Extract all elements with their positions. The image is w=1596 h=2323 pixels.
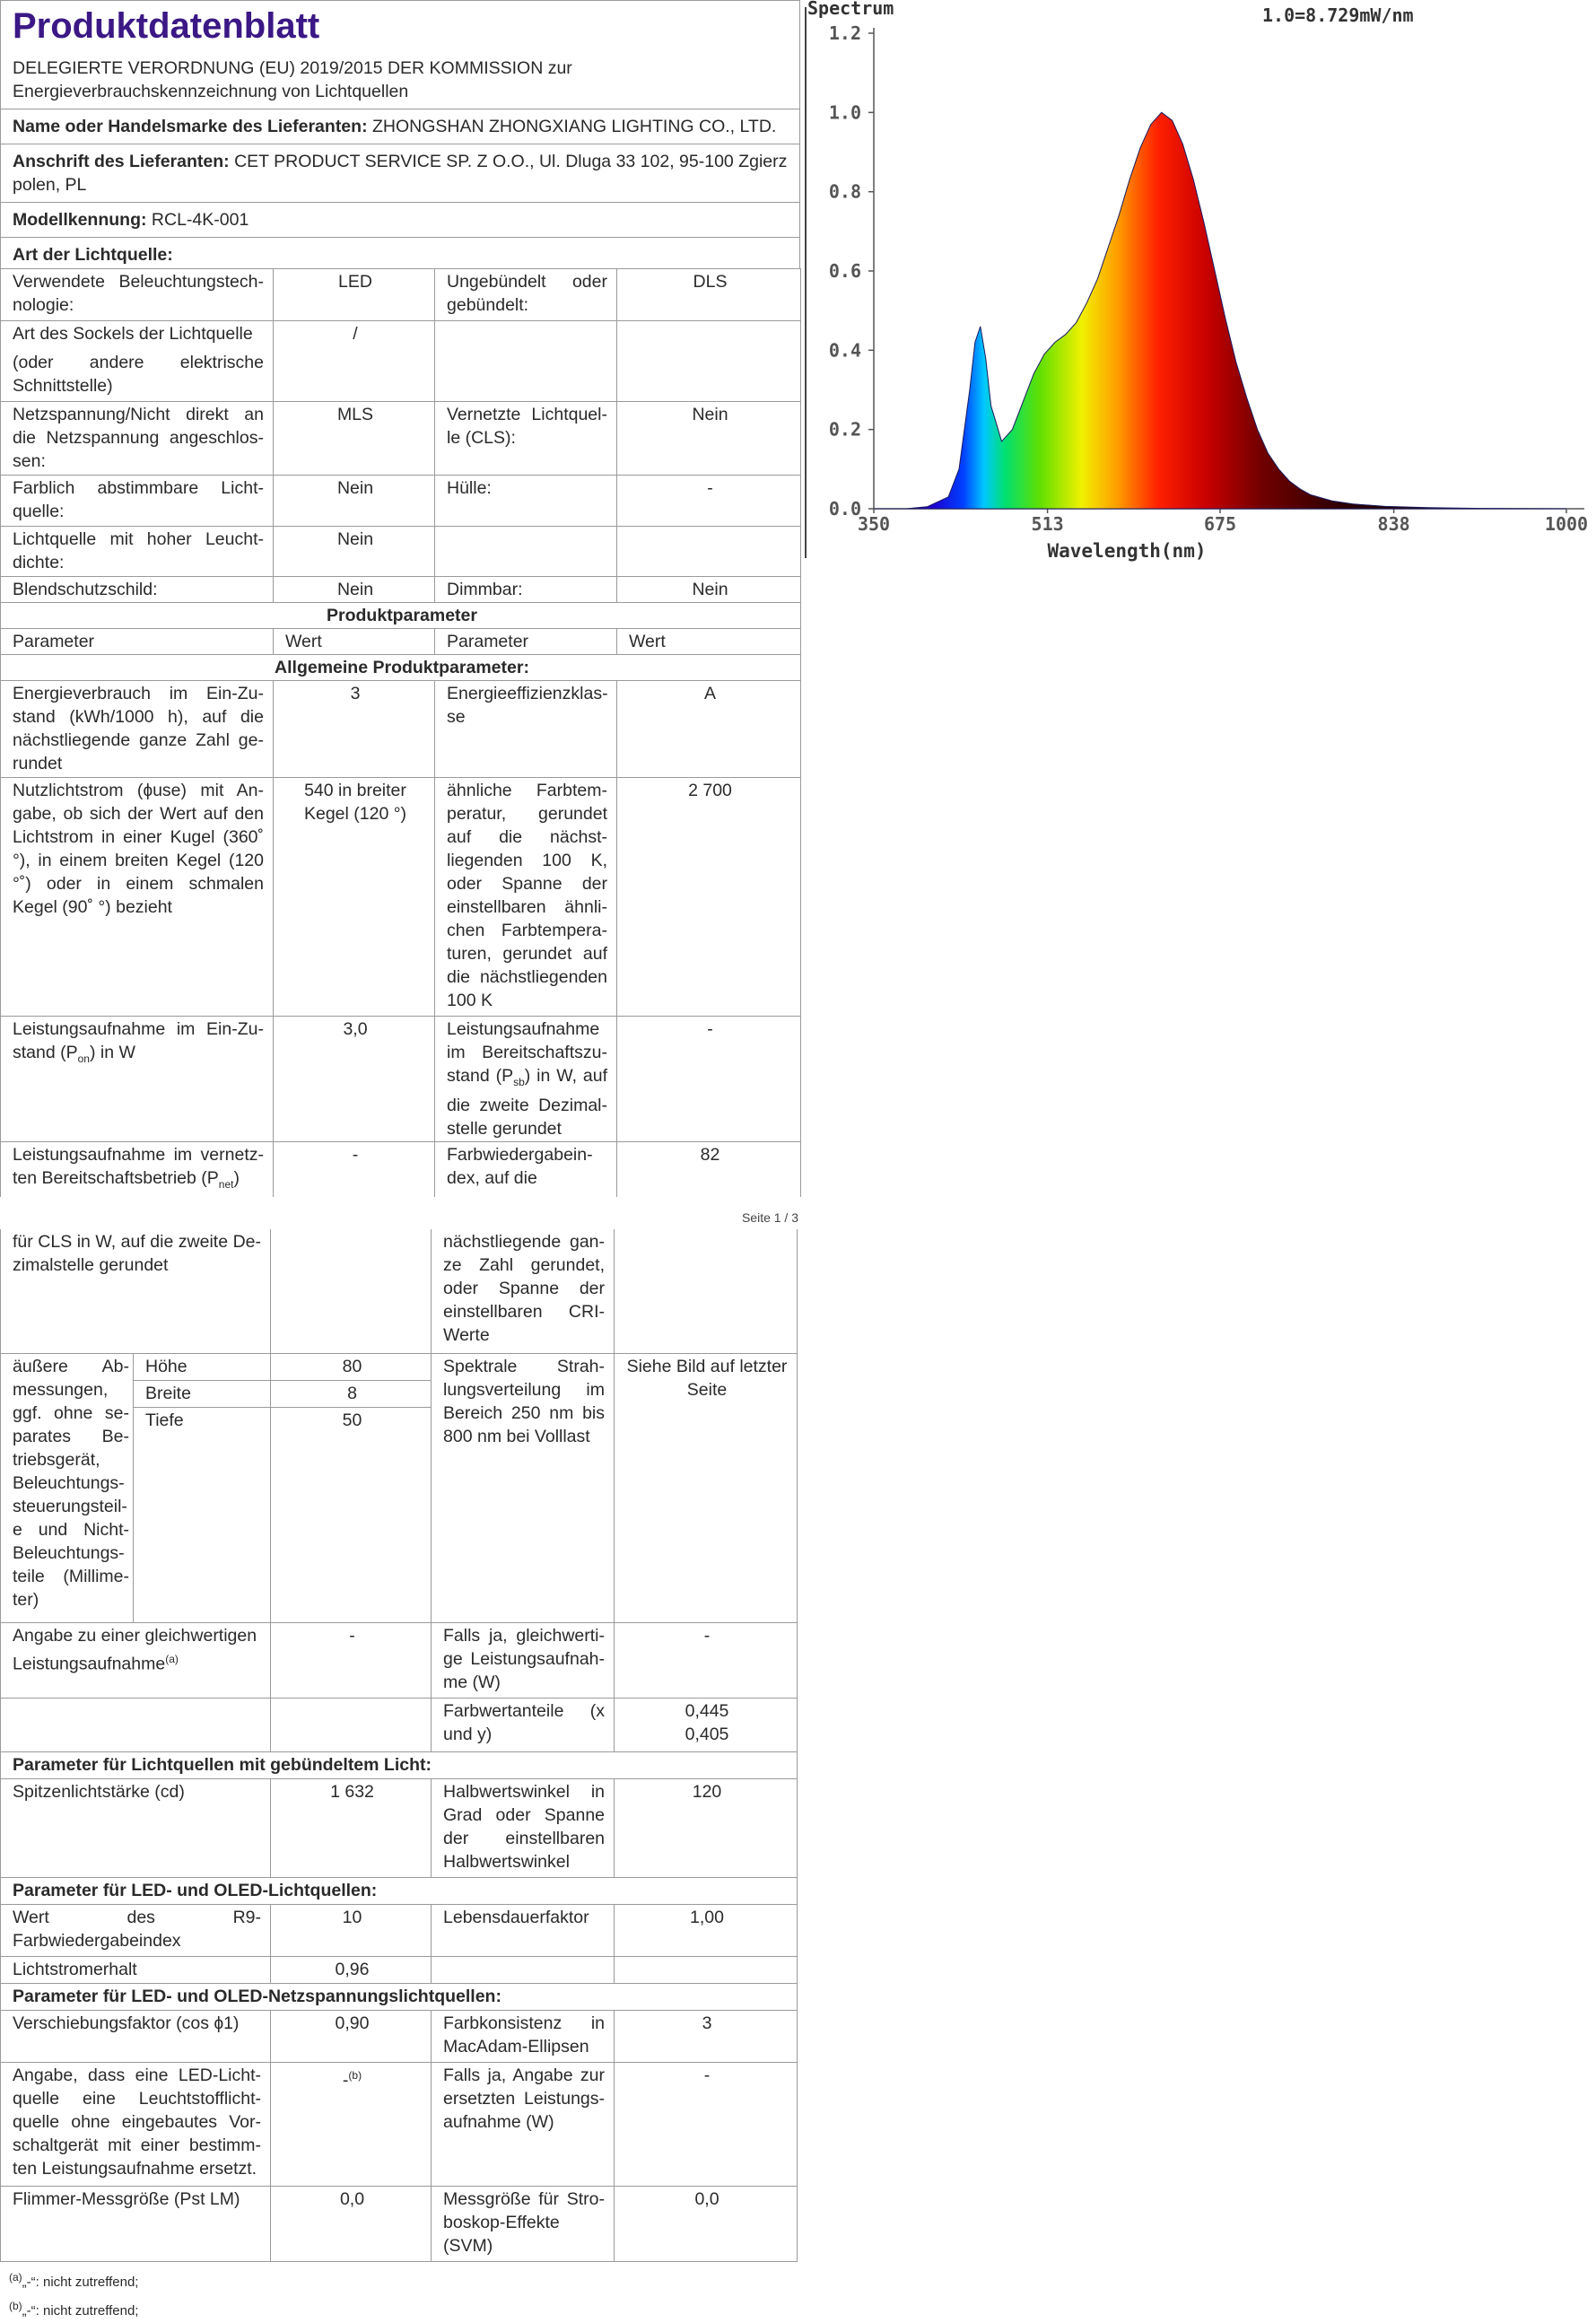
table-cell: 10: [271, 1904, 432, 1956]
spectrum-chart: [806, 0, 1596, 574]
address-label: Anschrift des Lieferanten:: [13, 152, 230, 171]
table-cell: 8: [271, 1380, 432, 1407]
table-row: [1, 655, 801, 681]
table-cell: 82: [617, 1141, 801, 1196]
table-cell: Nein: [617, 577, 801, 603]
regulation-text: DELEGIERTE VERORDNUNG (EU) 2019/2015 DER KOMMISSION zur Energieverbrauchskennzeichnung von Lichtquellen: [13, 58, 572, 101]
chroma-y: 0,405: [685, 1724, 729, 1744]
cell-text: ) in W, auf die zweite Dezimalstelle gerundet: [447, 1066, 608, 1139]
page-footer: [0, 1197, 800, 1227]
table-cell: Falls ja, Angabe zur ersetzten Leistungsaufnahme (W): [432, 2062, 615, 2186]
table-cell: MLS: [274, 402, 435, 476]
y-tick-label: 0.0: [828, 498, 861, 520]
y-tick-label: 0.8: [828, 180, 861, 203]
table-cell: [1, 1141, 274, 1196]
table-cell: A: [617, 681, 801, 778]
table-cell: Farblich abstimmbare Lichtquelle:: [1, 476, 274, 527]
model-value: RCL-4K-001: [151, 210, 249, 230]
table-row: [1, 1353, 798, 1380]
table-row: [1, 269, 801, 321]
table-cell: Siehe Bild auf letzter Seite: [615, 1353, 798, 1622]
x-tick-label: 675: [1203, 513, 1237, 535]
table-cell: [1, 1017, 274, 1142]
y-tick-label: 0.6: [828, 260, 861, 282]
table-cell: nächstliegende ganze Zahl gerundet, oder Spanne der einstellbaren CRI-Werte: [432, 1229, 615, 1353]
table-cell: Verschiebungsfaktor (cos ɸ1): [1, 2010, 271, 2062]
table-cell: Messgröße für Stroboskop-Effekte (SVM): [432, 2186, 615, 2261]
datasheet-page-1: [0, 0, 800, 1227]
table-cell: Vernetzte Lichtquelle (CLS):: [435, 402, 617, 476]
table-cell: 3: [274, 681, 435, 778]
table-row: [1, 577, 801, 603]
table-cell: 0,96: [271, 1956, 432, 1983]
table-cell: [435, 1017, 617, 1142]
table-row: [1, 1877, 798, 1904]
cell-line: (oder andere elektrische Schnittstelle): [13, 353, 264, 396]
column-header: Wert: [274, 629, 435, 655]
table-cell: Dimmbar:: [435, 577, 617, 603]
table-row: [1, 1751, 798, 1778]
table-cell: 1,00: [615, 1904, 798, 1956]
table-cell: 540 in breiter Kegel (120 °): [274, 778, 435, 1017]
table-cell: Hülle:: [435, 476, 617, 527]
datasheet-page-2: [0, 1229, 797, 2323]
table-row: [1, 1778, 798, 1877]
section-heading: Parameter für LED- und OLED-Netzspannungslichtquellen:: [1, 1983, 798, 2010]
table-cell: [271, 1229, 432, 1353]
table-cell: für CLS in W, auf die zweite Dezimalstelle gerundet: [1, 1229, 271, 1353]
table-row: [1, 476, 801, 527]
table-cell: Lichtstromerhalt: [1, 1956, 271, 1983]
table-row: [1, 1983, 798, 2010]
table-cell: Lebensdauerfaktor: [432, 1904, 615, 1956]
superscript: (b): [9, 2299, 22, 2312]
supplier-value: ZHONGSHAN ZHONGXIANG LIGHTING CO., LTD.: [371, 117, 777, 136]
chroma-x: 0,445: [685, 1700, 729, 1721]
x-tick-label: 513: [1031, 513, 1064, 535]
table-cell: Spitzenlichtstärke (cd): [1, 1778, 271, 1877]
cell-text: ): [233, 1167, 240, 1188]
table-cell: -: [271, 1622, 432, 1698]
type-label: Art der Lichtquelle:: [13, 245, 173, 265]
table-cell: Tiefe: [134, 1407, 271, 1622]
table-cell: [435, 321, 617, 402]
table-cell: [1, 1698, 271, 1751]
table-cell: [1, 1622, 271, 1698]
section-heading: Produktparameter: [1, 603, 801, 629]
table-cell: 2 700: [617, 778, 801, 1017]
x-tick-label: 838: [1377, 513, 1410, 535]
table-cell: Halbwertswinkel in Grad oder Spanne der einstellbaren Halbwertswinkel: [432, 1778, 615, 1877]
table-row: [1, 1141, 801, 1196]
table-cell: [271, 1698, 432, 1751]
table-cell: [271, 2062, 432, 2186]
table-cell: Spektrale Strahlungsverteilung im Bereich 250 nm bis 800 nm bei Volllast: [432, 1353, 615, 1622]
table-cell: Lichtquelle mit hoher Leuchtdichte:: [1, 527, 274, 577]
superscript: (b): [348, 2068, 362, 2082]
spectrum-area: [874, 112, 1566, 509]
table-cell: Nutzlichtstrom (ɸuse) mit Angabe, ob sich der Wert auf den Lichtstrom in einer Kugel (360˚ °), in einem breiten Kegel (120 °˚) oder in einem schmalen Kegel (90˚ °) bezieht: [1, 778, 274, 1017]
table-row: [1, 2062, 798, 2186]
table-row: [1, 1904, 798, 1956]
table-cell: 0,0: [271, 2186, 432, 2261]
type-row: [0, 237, 800, 268]
table-row: [1, 603, 801, 629]
table-cell: Nein: [274, 577, 435, 603]
footnotes: [0, 2266, 797, 2323]
table-row: [1, 2010, 798, 2062]
model-row: [0, 202, 800, 237]
table-cell: Ungebündelt oder gebündelt:: [435, 269, 617, 321]
table-cell: ähnliche Farbtemperatur, gerundet auf die nächstliegenden 100 K, oder Spanne der einstellbaren ähnlichen Farbtemperaturen, gerundet auf die nächstliegenden 100 K: [435, 778, 617, 1017]
table-cell: Blendschutzschild:: [1, 577, 274, 603]
section-heading: Allgemeine Produktparameter:: [1, 655, 801, 681]
table-row: [1, 1698, 798, 1751]
cell-line: Art des Sockels der Lichtquelle: [13, 324, 253, 344]
table-row: [1, 629, 801, 655]
table-cell: Netzspannung/Nicht direkt an die Netzspannung angeschlossen:: [1, 402, 274, 476]
column-header: Wert: [617, 629, 801, 655]
x-tick-label: 350: [857, 513, 891, 535]
superscript: (a): [165, 1652, 179, 1665]
table-cell: Flimmer-Messgröße (Pst LM): [1, 2186, 271, 2261]
table-row: [1, 321, 801, 402]
table-cell: -: [617, 476, 801, 527]
supplier-label: Name oder Handelsmarke des Lieferanten:: [13, 117, 368, 136]
table-cell: 3,0: [274, 1017, 435, 1142]
address-value: CET PRODUCT SERVICE SP. Z O.O., Ul. Dluga 33 102, 95-100 Zgierz polen, PL: [13, 152, 788, 195]
table-cell: -: [274, 1141, 435, 1196]
table-cell: Nein: [274, 476, 435, 527]
cell-text: -: [342, 2070, 349, 2090]
cell-text: Leistungsaufnahme im Bereitschaftszustand (P: [447, 1019, 607, 1086]
table-row: [1, 1017, 801, 1142]
table-cell: Verwendete Beleuchtungstechnologie:: [1, 269, 274, 321]
cell-text: Leistungsaufnahme im vernetzten Bereitschaftsbetrieb (P: [13, 1144, 264, 1188]
footnote-a: [9, 2266, 797, 2294]
table-cell: /: [274, 321, 435, 402]
subscript: sb: [513, 1075, 525, 1088]
table-cell: DLS: [617, 269, 801, 321]
table-cell: [432, 1956, 615, 1983]
table-cell: Energieeffizienzklasse: [435, 681, 617, 778]
footnote-text: „-“: nicht zutreffend;: [22, 2302, 139, 2319]
table-row: [1, 1956, 798, 1983]
spectrum-chart-svg: [806, 0, 1596, 574]
table-row: [1, 527, 801, 577]
table-row: [1, 402, 801, 476]
table-cell: 80: [271, 1353, 432, 1380]
x-axis-label: Wavelength(nm): [1047, 540, 1207, 562]
table-cell: -: [617, 1017, 801, 1142]
table-cell: 3: [615, 2010, 798, 2062]
section-heading: Parameter für LED- und OLED-Lichtquellen:: [1, 1877, 798, 1904]
superscript: (a): [9, 2270, 22, 2284]
table-cell: Höhe: [134, 1353, 271, 1380]
page-number: Seite 1 / 3: [741, 1210, 798, 1225]
chart-annotation: 1.0=8.729mW/nm: [1262, 4, 1414, 26]
y-tick-label: 0.4: [828, 339, 861, 362]
table-cell: [617, 527, 801, 577]
supplier-row: [0, 109, 800, 144]
section-heading: Parameter für Lichtquellen mit gebündeltem Licht:: [1, 1751, 798, 1778]
column-header: Parameter: [1, 629, 274, 655]
table-cell: [435, 527, 617, 577]
table-cell: [615, 1698, 798, 1751]
table-cell: [615, 1229, 798, 1353]
table-row: [1, 1229, 798, 1353]
table-cell: [1, 321, 274, 402]
table-cell: Nein: [274, 527, 435, 577]
product-parameters-table-continued: [0, 1229, 798, 2262]
cell-text: ) in W: [89, 1043, 135, 1062]
table-cell: Falls ja, gleichwertige Leistungsaufnahme (W): [432, 1622, 615, 1698]
table-cell: 0,0: [615, 2186, 798, 2261]
table-row: [1, 681, 801, 778]
table-cell: [617, 321, 801, 402]
table-row: [1, 1622, 798, 1698]
x-tick-label: 1000: [1544, 513, 1589, 535]
subscript: net: [218, 1177, 234, 1191]
table-row: [1, 778, 801, 1017]
table-cell: 50: [271, 1407, 432, 1622]
cell-text: Angabe zu einer gleichwertigen Leistungsaufnahme: [13, 1625, 257, 1673]
table-cell: Wert des R9-Farbwiedergabeindex: [1, 1904, 271, 1956]
column-header: Parameter: [435, 629, 617, 655]
table-cell: Farbwertanteile (x und y): [432, 1698, 615, 1751]
table-cell: LED: [274, 269, 435, 321]
table-cell: [615, 1956, 798, 1983]
table-cell: Energieverbrauch im Ein-Zustand (kWh/1000 h), auf die nächstliegende ganze Zahl gerundet: [1, 681, 274, 778]
table-cell: 120: [615, 1778, 798, 1877]
y-tick-label: 0.2: [828, 418, 861, 441]
table-cell: Breite: [134, 1380, 271, 1407]
y-tick-label: 1.0: [828, 101, 861, 124]
page-title: Produktdatenblatt: [13, 6, 320, 46]
light-source-type-table: [0, 268, 801, 1197]
address-row: [0, 144, 800, 202]
table-cell: Farbkonsistenz in MacAdam-Ellipsen: [432, 2010, 615, 2062]
table-cell: -: [615, 1622, 798, 1698]
footnote-b: [9, 2294, 797, 2323]
table-cell: 1 632: [271, 1778, 432, 1877]
table-cell: 0,90: [271, 2010, 432, 2062]
table-row: [1, 2186, 798, 2261]
cell-text: Leistungsaufnahme im Ein-Zustand (P: [13, 1019, 264, 1062]
table-cell: Angabe, dass eine LED-Lichtquelle eine Leuchtstofflichtquelle ohne eingebautes Vorschaltgerät mit einer bestimmten Leistungsaufnahme ersetzt.: [1, 2062, 271, 2186]
y-tick-label: 1.2: [828, 22, 861, 44]
dimensions-label: äußere Abmessungen, ggf. ohne separates Betriebsgerät, Beleuchtungssteuerungsteile und Nicht-Beleuchtungsteile (Millimeter): [1, 1353, 134, 1622]
table-cell: -: [615, 2062, 798, 2186]
chart-title: Spectrum: [807, 0, 894, 19]
table-cell: Farbwiedergabeindex, auf die: [435, 1141, 617, 1196]
subscript: on: [77, 1052, 90, 1065]
header-block: [0, 0, 800, 109]
table-cell: Nein: [617, 402, 801, 476]
model-label: Modellkennung:: [13, 210, 147, 230]
footnote-text: „-“: nicht zutreffend;: [22, 2274, 139, 2290]
